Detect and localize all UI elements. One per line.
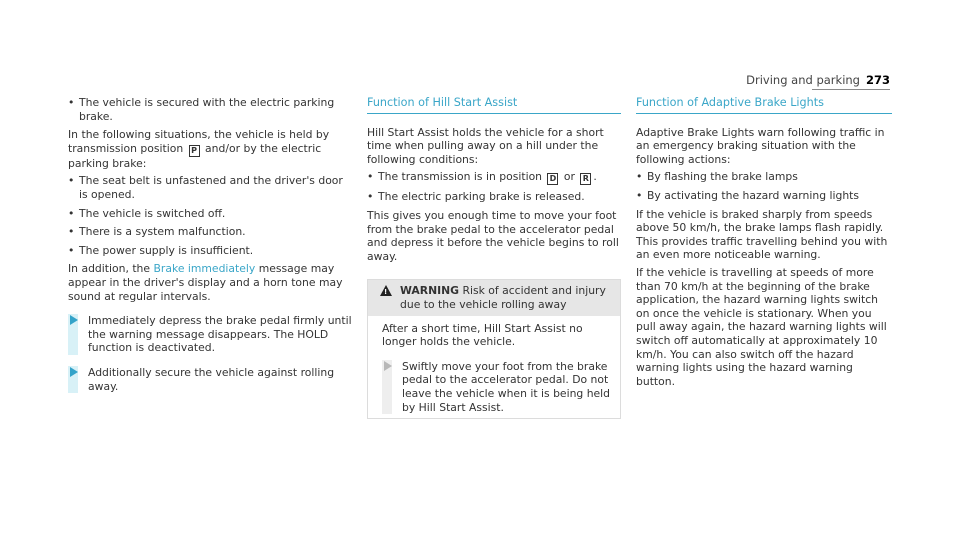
paragraph: This gives you enough time to move your foot from the brake pedal to the accelerator pedal and depress it before the vehicle begins to roll away. xyxy=(367,208,619,263)
list-item: • The electric parking brake is released. xyxy=(367,190,621,204)
step-text: Swiftly move your foot from the brake pedal to the accelerator pedal. Do not leave the vehicle when it is being held by Hill Start Assist. xyxy=(402,359,611,414)
warning-text: After a short time, Hill Start Assist no longer holds the vehicle. xyxy=(382,321,583,349)
warning-box xyxy=(367,279,621,419)
section-heading: Function of Adaptive Brake Lights xyxy=(636,96,892,114)
list-item: • The vehicle is secured with the electric parking brake. xyxy=(68,96,352,123)
list-item: • The transmission is in position D or R . xyxy=(367,170,621,185)
instruction-step xyxy=(68,314,352,355)
column-right xyxy=(636,96,892,392)
step-arrow-icon xyxy=(384,361,392,371)
action-list xyxy=(636,170,892,202)
step-arrow-icon xyxy=(70,367,78,377)
section-heading: Function of Hill Start Assist xyxy=(367,96,621,114)
transmission-d-symbol: D xyxy=(547,173,558,185)
column-left xyxy=(68,96,352,393)
step-arrow-icon xyxy=(70,315,78,325)
warning-title: Risk of accident and injury due to the vehicle rolling away xyxy=(400,284,606,311)
bullet-list xyxy=(68,96,352,123)
list-item: • By flashing the brake lamps xyxy=(636,170,892,184)
list-item: • The power supply is insufficient. xyxy=(68,244,352,258)
warning-label: WARNING xyxy=(400,284,460,298)
section-title: Driving and parking xyxy=(746,73,860,87)
transmission-p-symbol: P xyxy=(189,145,200,157)
list-item: • There is a system malfunction. xyxy=(68,225,352,239)
step-text: Additionally secure the vehicle against rolling away. xyxy=(88,365,335,393)
paragraph: If the vehicle is travelling at speeds of more than 70 km/h at the beginning of the brake application, the hazard warning lights switch on once the vehicle is stationary. When you pull away again, the hazard warning lights will switch off automatically at approximately 10 km/h. You can also switch off the hazard warning lights using the hazard warning button. xyxy=(636,265,887,388)
transmission-r-symbol: R xyxy=(580,173,591,185)
list-item: • The seat belt is unfastened and the driver's door is opened. xyxy=(68,174,352,201)
page-header xyxy=(746,73,890,87)
paragraph: In the following situations, the vehicle is held by transmission position P and/or by the electric parking brake: xyxy=(68,128,330,170)
paragraph: In addition, the Brake immediately message may appear in the driver's display and a horn tone may sound at regular intervals. xyxy=(68,262,343,303)
paragraph: Adaptive Brake Lights warn following traffic in an emergency braking situation with the following actions: xyxy=(636,125,885,166)
paragraph: If the vehicle is braked sharply from speeds above 50 km/h, the brake lamps flash rapidly. This provides traffic travelling behind you with an even more noticeable warning. xyxy=(636,207,888,262)
column-middle xyxy=(367,96,621,419)
instruction-step xyxy=(382,360,612,414)
instruction-step xyxy=(68,366,352,393)
list-item: • The vehicle is switched off. xyxy=(68,207,352,221)
warning-header xyxy=(368,280,620,315)
step-text: Immediately depress the brake pedal firmly until the warning message disappears. The HOLD function is deactivated. xyxy=(88,314,352,355)
condition-list xyxy=(367,170,621,204)
step-bar xyxy=(382,360,392,414)
paragraph: Hill Start Assist holds the vehicle for a short time when pulling away on a hill under the following conditions: xyxy=(367,125,604,166)
step-bar xyxy=(68,314,78,355)
list-item: • By activating the hazard warning lights xyxy=(636,189,892,203)
step-bar xyxy=(68,366,78,393)
page-number: 273 xyxy=(865,73,890,87)
brake-immediately-message: Brake immediately xyxy=(153,262,256,276)
warning-body xyxy=(368,316,620,419)
warning-triangle-icon: ! xyxy=(380,285,392,296)
header-rule xyxy=(812,89,890,90)
condition-list xyxy=(68,174,352,257)
